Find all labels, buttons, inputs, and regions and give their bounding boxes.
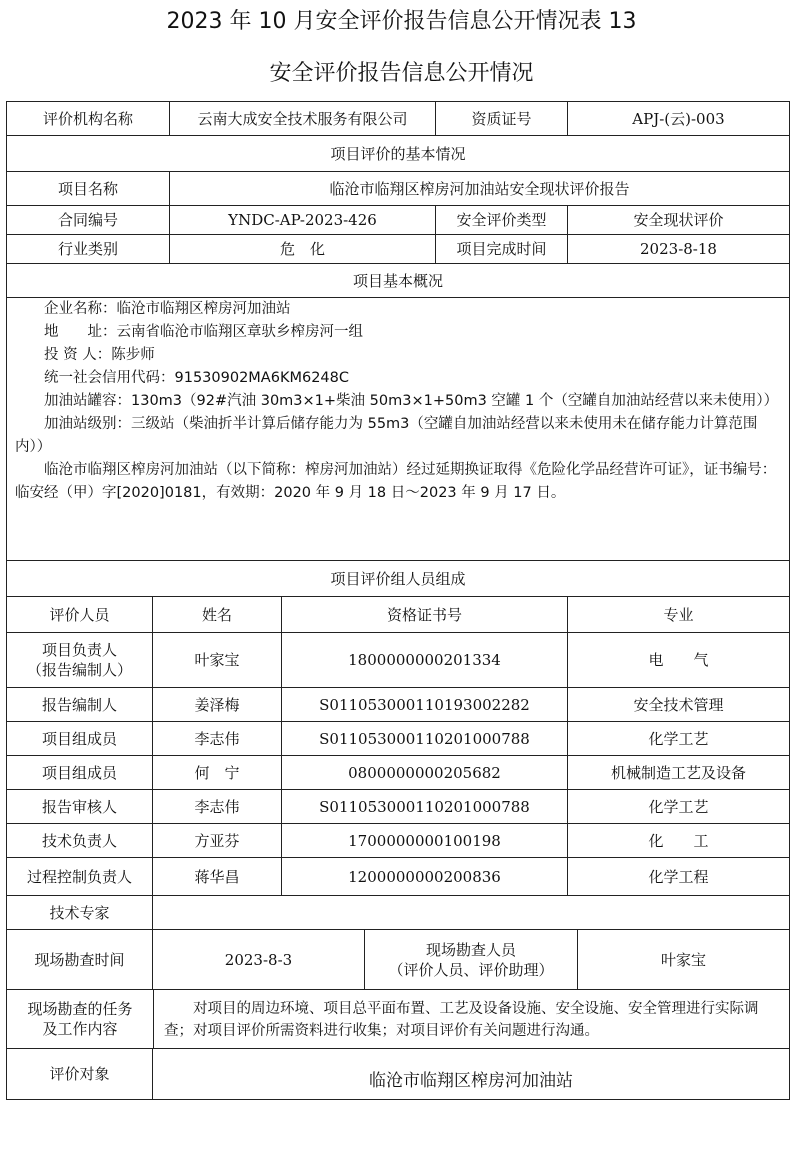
member-major: 安全技术管理: [633, 695, 724, 714]
table-title: 安全评价报告信息公开情况: [269, 61, 534, 86]
member-major: 化学工程: [648, 867, 709, 886]
col-header-name: 姓名: [153, 597, 282, 632]
overview-line: 地 址：云南省临沧市临翔区章驮乡榨房河一组: [44, 324, 363, 340]
survey-time: 2023-8-3: [153, 930, 365, 989]
overview-line: 统一社会信用代码：91530902MA6KM6248C: [44, 370, 350, 386]
overview-text: [7, 298, 789, 560]
overview-line: 企业名称：临沧市临翔区榨房河加油站: [44, 301, 291, 317]
member-cert: 1800000000201334: [282, 633, 568, 687]
expert-row: [7, 896, 789, 930]
table-row: [7, 722, 789, 756]
survey-time-row: [7, 930, 789, 990]
member-name: 叶家宝: [153, 633, 282, 687]
project-name-label: 项目名称: [7, 172, 170, 205]
expert-value: [153, 896, 789, 929]
survey-time-label: 现场勘查时间: [7, 930, 153, 989]
industry: 危 化: [170, 235, 436, 263]
overview-line: 加油站级别：三级站（柴油折半计算后储存能力为 55m3（空罐自加油站经营以来未使用未在储存能力计算范围内））: [15, 416, 758, 455]
col-header-major: 专业: [663, 605, 694, 624]
org-row: [7, 102, 789, 136]
eval-type-label: 安全评价类型: [436, 206, 568, 234]
contract-label: 合同编号: [7, 206, 170, 234]
member-major: 化学工艺: [648, 797, 709, 816]
member-role: 项目组成员: [7, 722, 153, 755]
eval-type: 安全现状评价: [633, 211, 724, 229]
overview-section-title: 项目基本概况: [352, 271, 443, 290]
expert-label: 技术专家: [7, 896, 153, 929]
basic-section-row: [7, 136, 789, 172]
member-role: 报告审核人: [7, 790, 153, 823]
finish-time: 2023-8-18: [640, 240, 717, 258]
member-name: 方亚芬: [153, 824, 282, 857]
member-role: 报告编制人: [7, 688, 153, 721]
eval-object-row: [7, 1049, 789, 1099]
document-title: 2023 年 10 月安全评价报告信息公开情况表 13: [166, 9, 637, 34]
project-name-row: [7, 172, 789, 206]
member-name: 蒋华昌: [153, 858, 282, 895]
member-major: 化 工: [648, 831, 709, 850]
team-header-row: [7, 597, 789, 633]
team-section-row: [7, 561, 789, 597]
disclosure-table: [6, 101, 790, 1100]
table-row: [7, 858, 789, 896]
survey-task-label: 现场勘查的任务 及工作内容: [7, 990, 154, 1048]
finish-time-label: 项目完成时间: [436, 235, 568, 263]
project-name: 临沧市临翔区榨房河加油站安全现状评价报告: [329, 179, 630, 198]
member-name: 姜泽梅: [153, 688, 282, 721]
member-name: 李志伟: [153, 722, 282, 755]
overview-section-row: [7, 264, 789, 298]
member-cert: S011053000110201000788: [282, 722, 568, 755]
table-row: [7, 756, 789, 790]
member-cert: S011053000110201000788: [282, 790, 568, 823]
org-name-label: 评价机构名称: [7, 102, 170, 135]
member-role: 项目负责人 （报告编制人）: [7, 633, 153, 687]
member-role: 过程控制负责人: [7, 858, 153, 895]
eval-object-label: 评价对象: [7, 1049, 153, 1099]
industry-row: [7, 235, 789, 264]
member-name: 何 宁: [153, 756, 282, 789]
table-row: [7, 790, 789, 824]
member-cert: S011053000110193002282: [282, 688, 568, 721]
table-row: [7, 824, 789, 858]
table-row: [7, 633, 789, 688]
industry-label: 行业类别: [7, 235, 170, 263]
member-cert: 1700000000100198: [282, 824, 568, 857]
member-role: 技术负责人: [7, 824, 153, 857]
org-name: 云南大成安全技术服务有限公司: [170, 102, 436, 135]
overview-line: 投 资 人：陈步师: [44, 347, 155, 363]
member-major: 化学工艺: [648, 729, 709, 748]
survey-task: 对项目的周边环境、项目总平面布置、工艺及设备设施、安全设施、安全管理进行实际调查；对项目评价所需资料进行收集；对项目评价有关问题进行沟通。: [164, 1001, 759, 1039]
member-cert: 0800000000205682: [282, 756, 568, 789]
survey-task-row: [7, 990, 789, 1049]
member-major: 电 气: [648, 651, 709, 669]
contract-row: [7, 206, 789, 235]
overview-body-row: [7, 298, 789, 561]
col-header-role: 评价人员: [7, 597, 153, 632]
contract-number: YNDC-AP-2023-426: [170, 206, 436, 234]
member-role: 项目组成员: [7, 756, 153, 789]
table-row: [7, 688, 789, 722]
overview-line: 加油站罐容：130m3（92#汽油 30m3×1+柴油 50m3×1+50m3 空罐 1 个（空罐自加油站经营以来未使用））: [44, 393, 779, 409]
cert-label: 资质证号: [436, 102, 568, 135]
member-cert: 1200000000200836: [282, 858, 568, 895]
col-header-cert: 资格证书号: [282, 597, 568, 632]
cert-value: APJ-(云)-003: [632, 109, 725, 128]
survey-staff: 叶家宝: [660, 950, 706, 969]
team-section-title: 项目评价组人员组成: [330, 569, 466, 588]
eval-object: 临沧市临翔区榨房河加油站: [369, 1071, 573, 1091]
overview-line: 临沧市临翔区榨房河加油站（以下简称：榨房河加油站）经过延期换证取得《危险化学品经营许可证》，证书编号：临安经（甲）字[2020]0181，有效期：2020 年 9 月 18 日～2023 年 9 月 17 日。: [15, 462, 777, 501]
basic-section-title: 项目评价的基本情况: [330, 144, 466, 163]
survey-staff-label: 现场勘查人员 （评价人员、评价助理）: [365, 930, 578, 989]
member-name: 李志伟: [153, 790, 282, 823]
member-major: 机械制造工艺及设备: [610, 763, 746, 782]
